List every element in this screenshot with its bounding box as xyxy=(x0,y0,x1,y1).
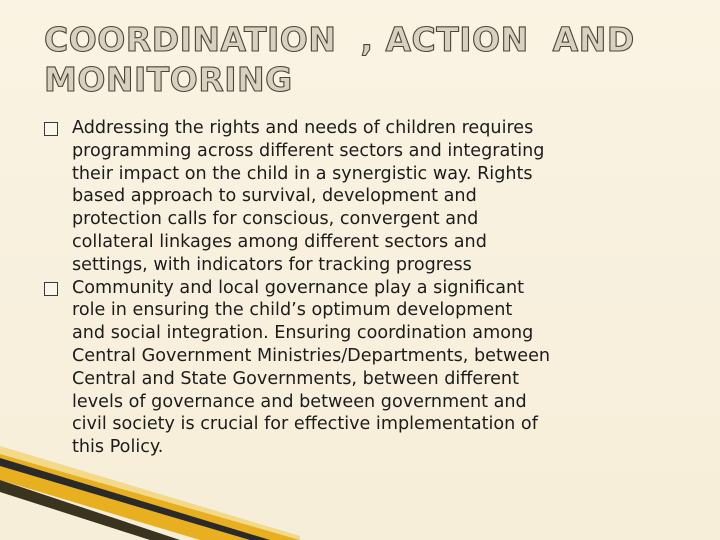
slide-title-line: MONITORING xyxy=(44,60,293,99)
bullet-text-line: programming across different sectors and integrating xyxy=(72,140,545,161)
bullet-item xyxy=(44,117,684,277)
bullet-text-line: this Policy. xyxy=(72,437,164,458)
bullet-text-line: civil society is crucial for effective implementation of xyxy=(72,414,538,435)
bullet-text-line: Central Government Ministries/Departments, between xyxy=(72,345,551,366)
slide-title xyxy=(44,20,684,100)
bullet-text-line: based approach to survival, development and xyxy=(72,186,477,207)
decorative-swoosh xyxy=(0,440,300,540)
bullet-text-line: levels of governance and between government and xyxy=(72,391,527,412)
bullet-item xyxy=(44,277,684,459)
bullet-list xyxy=(44,117,684,459)
hollow-square-bullet-icon xyxy=(44,282,58,296)
bullet-text-line: their impact on the child in a synergistic way. Rights xyxy=(72,163,533,184)
bullet-text-line: protection calls for conscious, convergent and xyxy=(72,209,479,230)
bullet-text-line: Addressing the rights and needs of children requires xyxy=(72,118,534,138)
bullet-text-line: role in ensuring the child’s optimum development xyxy=(72,300,513,321)
slide-title-line: COORDINATION , ACTION AND xyxy=(44,20,635,59)
bullet-text-line: settings, with indicators for tracking progress xyxy=(72,254,472,275)
bullet-text-line: collateral linkages among different sectors and xyxy=(72,231,487,252)
bullet-text-line: Community and local governance play a significant xyxy=(72,277,525,298)
bullet-text-line: and social integration. Ensuring coordination among xyxy=(72,323,534,344)
hollow-square-bullet-icon xyxy=(44,122,58,136)
bullet-text-line: Central and State Governments, between different xyxy=(72,368,519,389)
